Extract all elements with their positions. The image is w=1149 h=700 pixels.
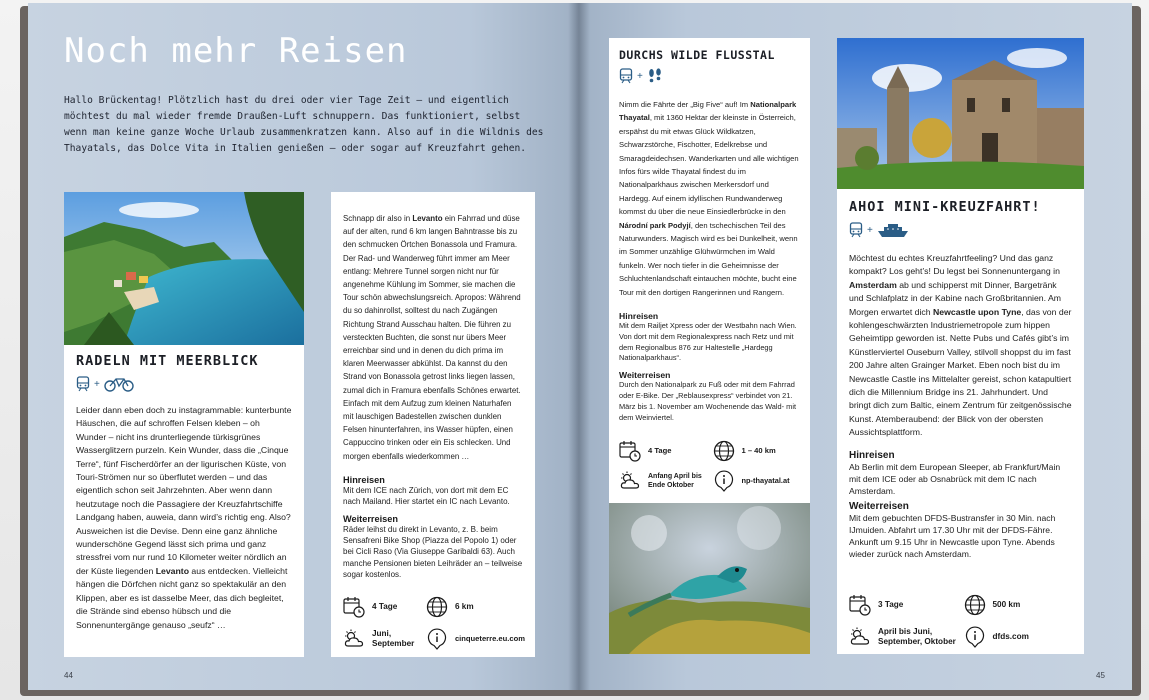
page-title: Noch mehr Reisen bbox=[64, 31, 408, 71]
page-number-left: 44 bbox=[64, 671, 73, 680]
ship-icon bbox=[877, 222, 909, 238]
globe-icon bbox=[964, 594, 986, 616]
newcastle-photo bbox=[837, 38, 1084, 189]
card-flusstal-body-part1: Nimm die Fährte der „Big Five“ auf! Im bbox=[619, 100, 751, 109]
fact-season bbox=[343, 628, 420, 650]
bicycle-icon bbox=[104, 376, 134, 392]
fact-website-value[interactable]: dfds.com bbox=[992, 632, 1029, 641]
card-levanto-facts bbox=[343, 596, 525, 650]
coast-photo bbox=[64, 192, 304, 345]
fact-distance bbox=[426, 596, 525, 618]
card-radeln-title: RADELN MIT MEERBLICK bbox=[76, 353, 259, 369]
card-flusstal-title: DURCHS WILDE FLUSSTAL bbox=[619, 48, 775, 62]
lizard-photo bbox=[609, 503, 810, 654]
card-radeln bbox=[64, 192, 304, 657]
fact-duration bbox=[619, 440, 707, 462]
calendar-clock-icon bbox=[343, 596, 365, 618]
card-kreuzfahrt-facts bbox=[849, 594, 1072, 648]
calendar-clock-icon bbox=[849, 594, 871, 616]
card-radeln-transport-icons bbox=[76, 376, 292, 392]
fact-distance-value: 1 – 40 km bbox=[741, 446, 776, 455]
train-icon bbox=[849, 222, 863, 238]
card-flusstal-body-part3: , den tschechischen Teil des Naturwunders. Magisch wird es bei Dunkelheit, wenn im Sommer unzählige Glühwürmchen im Wald funkeln. Wer noch tiefer in die Geheimnisse der Schluchtenlandschaft eintauchen möchte, bucht eine Tour mit den dortigen Rangerinnen und Rangern. bbox=[619, 220, 798, 297]
card-levanto-hinreisen-text: Mit dem ICE nach Zürich, von dort mit dem EC nach Mailand. Hier startet ein IC nach Levanto. bbox=[343, 485, 510, 507]
card-radeln-body bbox=[76, 404, 292, 632]
plus-icon: + bbox=[637, 70, 643, 82]
fact-website-value[interactable]: np-thayatal.at bbox=[741, 476, 790, 485]
lizard-image-icon bbox=[609, 503, 810, 654]
card-kreuzfahrt-body-part3: , das von der kohlengeschwärzten Industriemetropole zum hippen Geheimtipp geworden ist. Nette Pubs und Cafés gibt’s im Künstlerviertel Ouseburn Valley, stilvoll shoppst du im fast 200 Jahre alten Grainger Market. Eben noch bist du im Newcastle Castle ins Mittelalter gereist, schon katapultiert dich die Millennium Bridge ins 21. Jahrhundert. Und bringt dich zum Baltic, einem Zentrum für zeitgenössische Kunst. Atemberaubend: der Blick von der obersten Aussichtsplattform. bbox=[849, 306, 1072, 438]
card-flusstal-body bbox=[619, 98, 800, 299]
right-page bbox=[576, 3, 1132, 690]
card-flusstal-facts bbox=[619, 440, 800, 492]
card-flusstal bbox=[609, 38, 810, 654]
sun-cloud-icon bbox=[343, 628, 365, 650]
info-pin-icon bbox=[713, 470, 735, 492]
card-kreuzfahrt-hinreisen-text: Ab Berlin mit dem European Sleeper, ab Frankfurt/Main mit dem ICE oder ab Osnabrück mit dem IC nach Amsterdam. bbox=[849, 461, 1061, 496]
coast-image-icon bbox=[64, 192, 304, 345]
card-kreuzfahrt-body bbox=[849, 252, 1072, 440]
card-flusstal-weiterreisen-text: Durch den Nationalpark zu Fuß oder mit dem Fahrrad oder E-Bike. Der „Reblausexpress“ verbindet von 21. März bis 1. November am Wochenende das Wald- mit dem Weinviertel. bbox=[619, 380, 797, 422]
card-levanto-body-part1: Schnapp dir also in bbox=[343, 214, 413, 223]
footprints-icon bbox=[647, 68, 663, 84]
fact-season bbox=[849, 626, 958, 648]
fact-duration-value: 4 Tage bbox=[648, 446, 672, 455]
fact-website bbox=[713, 470, 801, 492]
card-levanto-body bbox=[343, 212, 523, 463]
fact-distance-value: 6 km bbox=[454, 602, 474, 611]
card-levanto-weiterreisen-text: Räder leihst du direkt in Levanto, z. B. beim Sensafreni Bike Shop (Piazza del Popolo 1) oder bei Cicli Raso (Via Giuseppe Garibaldi 63). Auch manche Pensionen bieten Leihräder an – teilweise sogar kostenlos. bbox=[343, 524, 523, 580]
card-kreuzfahrt-hinreisen-label: Hinreisen bbox=[849, 449, 895, 461]
left-page bbox=[28, 3, 579, 690]
fact-website bbox=[426, 628, 525, 650]
card-levanto-weiterreisen-label: Weiterreisen bbox=[343, 513, 398, 524]
fact-distance-value: 500 km bbox=[992, 600, 1021, 609]
card-flusstal-body-bold1: Nationalpark Thayatal bbox=[619, 100, 797, 123]
card-kreuzfahrt-body-part1: Möchtest du echtes Kreuzfahrtfeeling? Und das ganz kompakt? Los geht’s! Du legst bei Sonnenuntergang in bbox=[849, 253, 1060, 277]
fact-season-value: April bis Juni, September, Oktober bbox=[878, 627, 956, 646]
plus-icon: + bbox=[94, 378, 100, 390]
card-radeln-body-bold: Levanto bbox=[155, 565, 190, 576]
card-flusstal-weiterreisen-label: Weiterreisen bbox=[619, 370, 671, 381]
fact-season-value: Anfang April bis Ende Oktober bbox=[648, 473, 702, 489]
calendar-clock-icon bbox=[619, 440, 641, 462]
card-flusstal-hinreisen-label: Hinreisen bbox=[619, 311, 659, 322]
fact-duration-value: 3 Tage bbox=[878, 600, 904, 609]
card-kreuzfahrt-body-bold1: Amsterdam bbox=[849, 279, 897, 290]
fact-website bbox=[964, 626, 1073, 648]
page-number-right: 45 bbox=[1096, 671, 1105, 680]
card-flusstal-body-bold2: Národní park Podyjí bbox=[619, 220, 691, 230]
train-icon bbox=[619, 68, 633, 84]
info-pin-icon bbox=[964, 626, 986, 648]
fact-season bbox=[619, 470, 707, 492]
fact-distance bbox=[713, 440, 801, 462]
card-levanto bbox=[331, 192, 535, 657]
card-kreuzfahrt-body-bold2: Newcastle upon Tyne bbox=[933, 306, 1022, 317]
card-flusstal-transport-icons bbox=[619, 68, 800, 84]
fact-duration bbox=[343, 596, 420, 618]
globe-icon bbox=[426, 596, 448, 618]
plus-icon: + bbox=[867, 224, 873, 236]
book-gutter bbox=[568, 3, 590, 690]
fact-duration bbox=[849, 594, 958, 616]
card-levanto-body-bold: Levanto bbox=[412, 214, 443, 223]
fact-distance bbox=[964, 594, 1073, 616]
card-radeln-body-part2: aus entdecken. Vielleicht hängen die Dörfchen nicht ganz so spektakulär an den Klippen, aber es ist dasselbe Meer, das dich begleitet, die Strände sind ebenso hübsch und die Sonnenuntergänge genauso „seufz“ … bbox=[76, 565, 288, 630]
intro-text: Hallo Brückentag! Plötzlich hast du drei oder vier Tage Zeit – und eigentlich möchtest du mal wieder fremde Draußen-Luft schnuppern. Das funktioniert, selbst wenn man keine ganze Woche Urlaub zusammenkratzen kann. Also auf in die Wildnis des Thayatals, das Dolce Vita in Italien genießen – oder sogar auf Kreuzfahrt gehen. bbox=[64, 95, 544, 154]
card-kreuzfahrt-transport-icons bbox=[849, 222, 1072, 238]
sun-cloud-icon bbox=[849, 626, 871, 648]
fact-website-value[interactable]: cinqueterre.eu.com bbox=[454, 634, 525, 643]
card-kreuzfahrt-weiterreisen-text: Mit dem gebuchten DFDS-Bustransfer in 30 Min. nach IJmuiden. Abfahrt um 17.30 Uhr mit der DFDS-Fähre. Ankunft um 9.15 Uhr in Newcastle upon Tyne. Abends wieder zurück nach Amsterdam. bbox=[849, 512, 1056, 559]
card-levanto-hinreisen-label: Hinreisen bbox=[343, 474, 385, 485]
card-kreuzfahrt-weiterreisen-label: Weiterreisen bbox=[849, 500, 909, 512]
card-flusstal-hinreisen-text: Mit dem Railjet Xpress oder der Westbahn nach Wien. Von dort mit dem Regionalexpress nach Retz und mit dem Regionalbus 876 zur Haltestelle „Hardegg Nationalparkhaus“. bbox=[619, 321, 797, 363]
castle-image-icon bbox=[837, 38, 1084, 189]
info-pin-icon bbox=[426, 628, 448, 650]
card-radeln-body-part1: Leider dann eben doch zu instagrammable: kunterbunte Häuschen, die auf schroffen Felsen kleben – oh Wunder – nicht ins drunterliegende türkisgrünes Wasserglitzern purzeln. Kein Wunder, dass die „Cinque Terre“, fünf Fischerdörfer an der ligurischen Küste, von Touri-Strömen nur so überflutet werden – und das eigentlich schon seit Jahrzehnten. Aber wenn dann heutzutage noch die Passagiere der Kreuzfahrtschiffe Landgang haben, auweia, dann wird’s richtig eng. Also? Ausweichen ist die Devise. Denn eine ganz ähnliche wunderschöne Gegend lässt sich prima und ganz stressfrei vom nur rund 10 Kilometer weiter nördlich an der Küste liegenden bbox=[76, 405, 292, 576]
card-kreuzfahrt bbox=[837, 38, 1084, 654]
fact-duration-value: 4 Tage bbox=[372, 602, 398, 611]
train-icon bbox=[76, 376, 90, 392]
globe-icon bbox=[713, 440, 735, 462]
card-flusstal-body-part2: , mit 1360 Hektar der kleinste in Österreich, erspähst du mit etwas Glück Wildkatzen, Schwarzstörche, Fischotter, Edelkrebse und Smaragdeidechsen. Wanderkarten und alle wichtigen Infos fürs wilde Thayatal findest du im Nationalparkhaus zwischen Merkersdorf und Hardegg. Auf einem idyllischen Rundwanderweg kommst du über die neue Einsiedlerbrücke in den bbox=[619, 113, 799, 217]
sun-cloud-icon bbox=[619, 470, 641, 492]
card-levanto-body-part2: ein Fahrrad und düse auf der alten, rund 6 km langen Bahntrasse bis zu den schmucken Örtchen Bonassola und Framura. Der Rad- und Wanderweg führt immer am Meer entlang: Mehrere Tunnel sorgen nicht nur für angenehme Kühlung im Sommer, sie machen die Tour schön abwechslungsreich. Apropos: Während du so dahinrollst, solltest du nach Zugängen Richtung Strand Ausschau halten. Die führen zu versteckten Buchten, die sonst nur übers Meer erreichbar sind und in denen du dich prima im klaren Meerwasser abkühlst. Da kannst du den Strand von Bonassola getrost links liegen lassen, zumal dich in Framura ebenfalls Schönes erwartet. Einfach mit dem Aufzug zum kleinen Naturhafen mit lauschigen Badestellen zwischen dunklen Felsen hinunterfahren, ins Wasser hüpfen, einen Cappuccino trinken oder ein Eis schlecken. Und morgen ebenfalls wiederkommen … bbox=[343, 214, 521, 461]
card-kreuzfahrt-body-part2: ab und schipperst mit Dinner, Bargetränk und Schlafplatz in der Kabine nach Großbritannien. Am Morgen erwartet dich bbox=[849, 279, 1062, 317]
fact-season-value: Juni, September bbox=[372, 629, 415, 648]
card-kreuzfahrt-title: AHOI MINI-KREUZFAHRT! bbox=[849, 199, 1041, 215]
